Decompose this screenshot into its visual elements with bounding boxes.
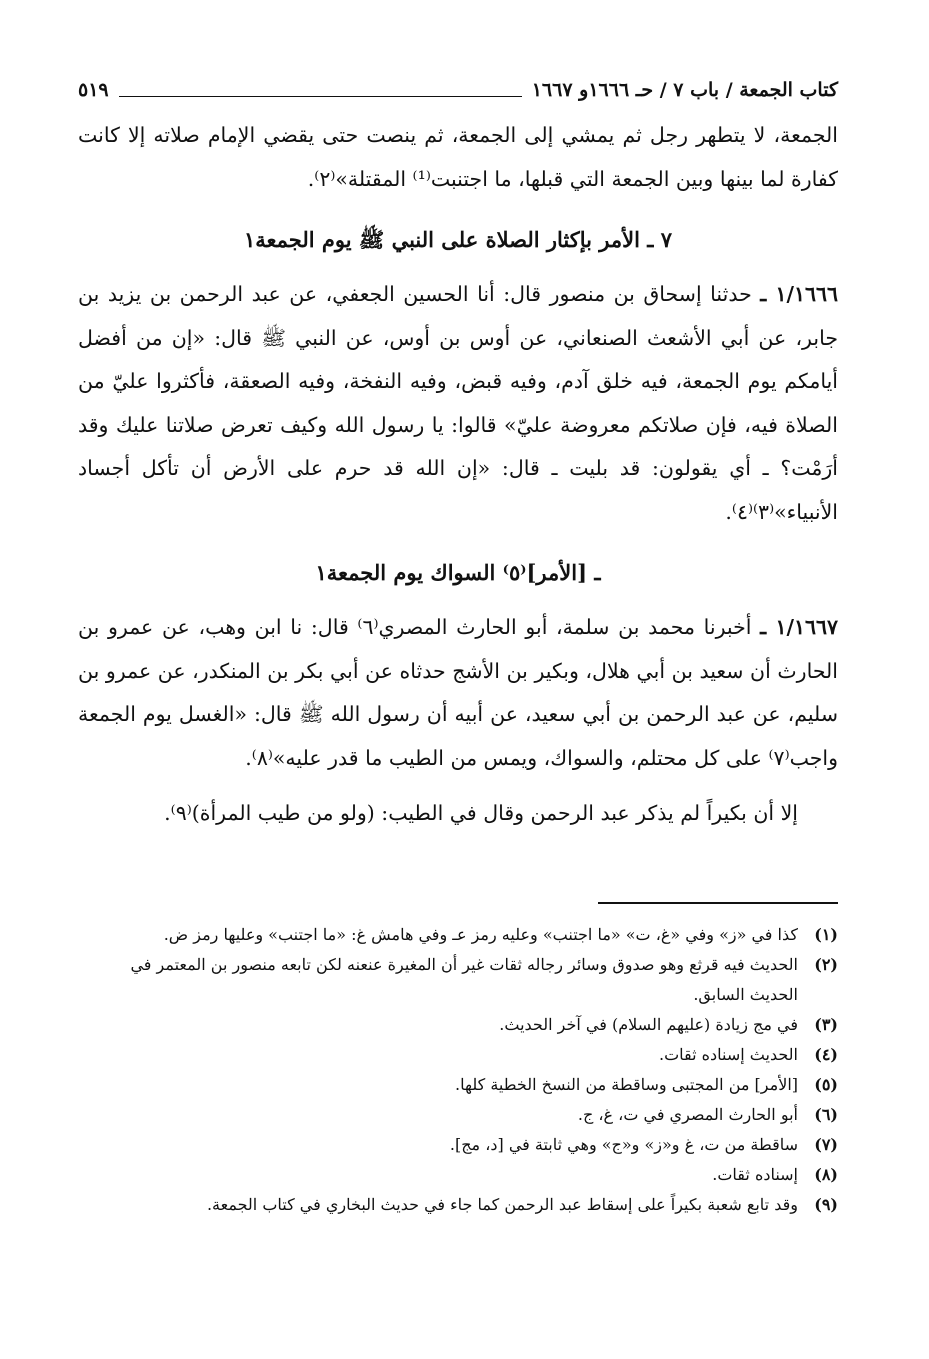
hadith-number-1666: ١/١٦٦٦ ـ [760, 282, 838, 306]
footnote-number: (٦) [814, 1104, 838, 1124]
hadith-text-1666: حدثنا إسحاق بن منصور قال: أنا الحسين الجعفي، عن عبد الرحمن بن يزيد بن جابر، عن أبي الأشعث الصنعاني، عن أوس بن أوس، عن النبي ﷺ قال: «إن من أفضل أيامكم يوم الجمعة، فيه خلق آدم، وفيه قبض، وفيه النفخة، وفيه الصعقة، فأكثروا عليّ من الصلاة فيه، فإن صلاتكم معروضة عليّ» قالوا: يا رسول الله وكيف تعرض صلاتنا عليك وقد أرَمْت؟ ـ أي يقولون: قد بليت ـ قال: «إن الله قد حرم على الأرض أن تأكل أجساد الأنبياء»⁽٣⁾⁽٤⁾. [78, 282, 838, 524]
footnote-text: [الأمر] من المجتبى وساقطة من النسخ الخطية كلها. [455, 1074, 798, 1094]
running-title: كتاب الجمعة / باب ٧ / حـ ١٦٦٦و ١٦٦٧ [531, 79, 838, 101]
footnote-text: الحديث فيه قرثع وهو صدوق وسائر رجاله ثقات غير أن المغيرة عنعنه لكن تابعه منصور بن المعتمر في الحديث السابق. [130, 954, 798, 1004]
chapter-heading-1: ٧ ـ الأمر بإكثار الصلاة على النبي ﷺ يوم الجمعة١ [243, 227, 673, 252]
footnote-item [78, 1040, 838, 1070]
footnotes-list [78, 920, 838, 1220]
page-number: ٥١٩ [78, 79, 109, 101]
footnote-number: (٥) [814, 1074, 838, 1094]
footnote-item [78, 950, 838, 1010]
footnote-item [78, 1160, 838, 1190]
footnote-item [78, 1070, 838, 1100]
hadith-text-1667: أخبرنا محمد بن سلمة، أبو الحارث المصري⁽٦⁾ قال: نا ابن وهب، عن عمرو بن الحارث أن سعيد بن أبي هلال، وبكير بن الأشج حدثاه عن أبي بكر بن المنكدر، عن عمرو بن سليم، عن عبد الرحمن بن أبي سعيد، عن أبيه أن رسول الله ﷺ قال: «الغسل يوم الجمعة واجب⁽٧⁾ على كل محتلم، والسواك، ويمس من الطيب ما قدر عليه»⁽٨⁾. [78, 615, 838, 770]
footnote-item [78, 920, 838, 950]
footnote-number: (٧) [814, 1134, 838, 1154]
footnote-number: (٣) [814, 1014, 838, 1034]
header-rule [119, 96, 522, 97]
hadith-1666 [78, 273, 838, 534]
footnote-text: أبو الحارث المصري في ت، غ، ج. [577, 1104, 798, 1124]
footnote-text: كذا في «ز» وفي «غ، ت» «ما اجتنب» وعليه رمز عـ وفي هامش غ: «ما اجتنب» وعليها رمز ض. [163, 924, 798, 944]
footnote-separator [598, 902, 838, 904]
footnote-number: (٢) [814, 954, 838, 974]
footnote-number: (٨) [814, 1164, 838, 1184]
footnote-number: (٩) [814, 1194, 838, 1214]
footnote-text: في مج زيادة (عليهم السلام) في آخر الحديث. [499, 1014, 798, 1034]
footnote-number: (١) [814, 924, 838, 944]
book-page [78, 70, 838, 1220]
chapter-heading-2: ـ [الأمر]⁽٥⁾ السواك يوم الجمعة١ [315, 560, 601, 585]
continued-paragraph: الجمعة، لا يتطهر رجل ثم يمشي إلى الجمعة، ثم ينصت حتى يقضي الإمام صلاته إلا كانت كفارة لما بينها وبين الجمعة التي قبلها، ما اجتنبت⁽¹⁾ المقتلة»⁽٢⁾. [78, 123, 838, 191]
footnote-item [78, 1100, 838, 1130]
footnote-number: (٤) [814, 1044, 838, 1064]
hadith-number-1667: ١/١٦٦٧ ـ [760, 615, 838, 639]
footnote-text: وقد تابع شعبة بكيراً على إسقاط عبد الرحمن كما جاء في حديث البخاري في كتاب الجمعة. [206, 1194, 798, 1214]
hadith-1667 [78, 606, 838, 780]
hadith-note: إلا أن بكيراً لم يذكر عبد الرحمن وقال في الطيب: (ولو من طيب المرأة)⁽٩⁾. [164, 801, 798, 825]
footnote-text: الحديث إسناده ثقات. [658, 1044, 798, 1064]
footnote-item [78, 1130, 838, 1160]
running-header [78, 70, 838, 110]
footnote-text: ساقطة من ت، غ و«ز» و«ج» وهي ثابتة في [د، مج]. [449, 1134, 798, 1154]
footnote-item [78, 1010, 838, 1040]
footnote-text: إسناده ثقات. [712, 1164, 798, 1184]
footnote-item [78, 1190, 838, 1220]
